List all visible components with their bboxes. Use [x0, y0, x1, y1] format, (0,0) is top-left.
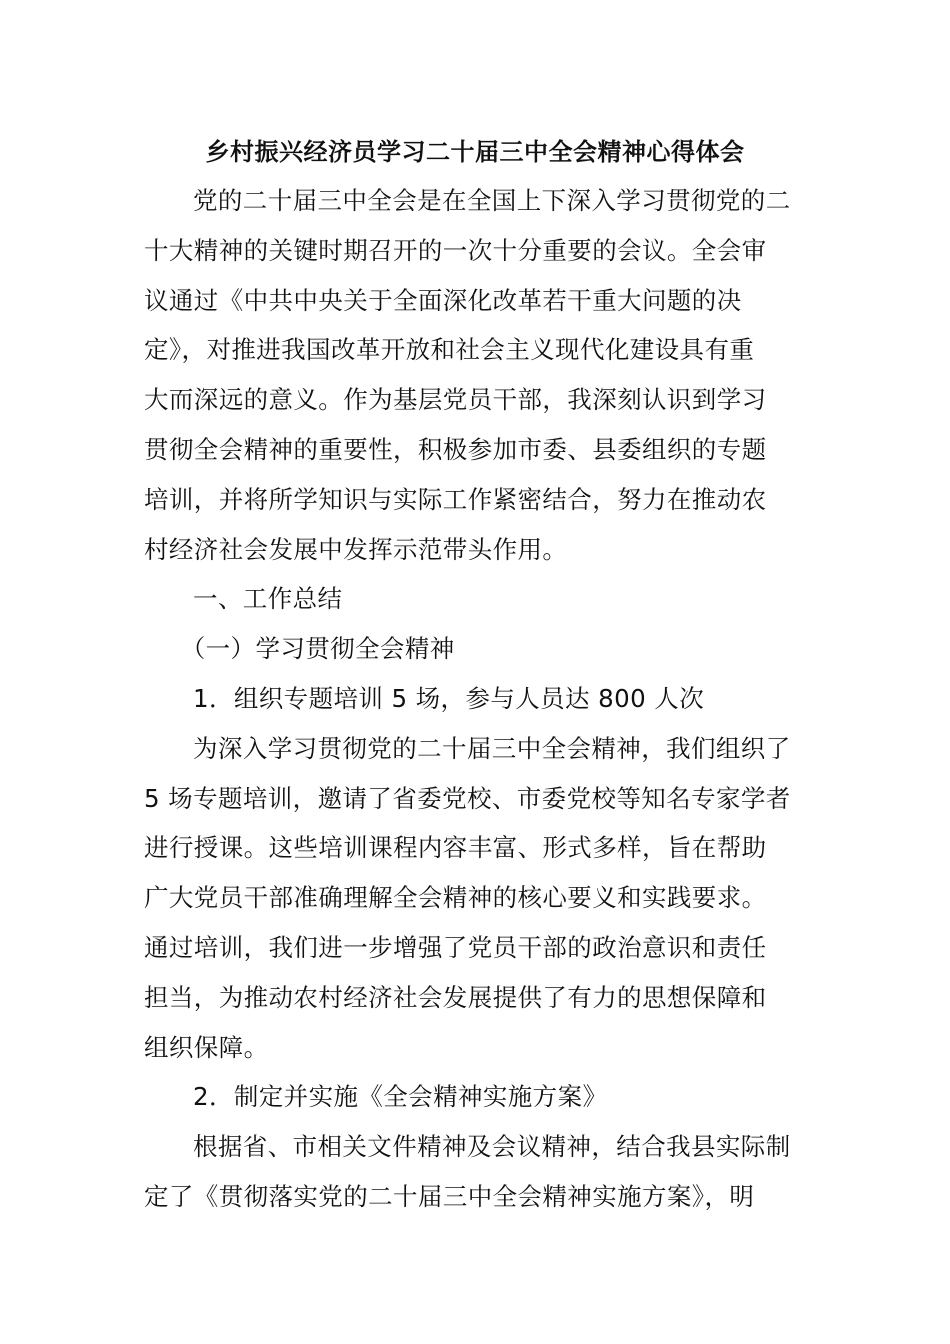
text-line: 大而深远的意义。作为基层党员干部，我深刻认识到学习 — [144, 385, 767, 415]
intro-paragraph — [144, 176, 804, 574]
text-line: 广大党员干部准确理解全会精神的核心要义和实践要求。 — [144, 883, 767, 913]
item-paragraph — [144, 724, 804, 1073]
text-line: 定了《贯彻落实党的二十届三中全会精神实施方案》，明 — [144, 1181, 755, 1211]
subsection-heading: （一）学习贯彻全会精神 — [180, 634, 455, 664]
text-line: 贯彻全会精神的重要性，积极参加市委、县委组织的专题 — [144, 434, 767, 464]
text-line: 为深入学习贯彻党的二十届三中全会精神，我们组织了 — [193, 733, 791, 763]
text-line: 培训，并将所学知识与实际工作紧密结合，努力在推动农 — [144, 484, 767, 514]
item-paragraph — [144, 1122, 804, 1222]
text-line: 5 场专题培训，邀请了省委党校、市委党校等知名专家学者 — [144, 783, 791, 813]
text-line: 议通过《中共中央关于全面深化改革若干重大问题的决 — [144, 285, 742, 315]
text-line: 组织保障。 — [144, 1032, 269, 1062]
section-heading: 一、工作总结 — [193, 584, 343, 614]
document-body — [144, 176, 804, 1222]
text-line: 通过培训，我们进一步增强了党员干部的政治意识和责任 — [144, 932, 767, 962]
text-line: 村经济社会发展中发挥示范带头作用。 — [144, 534, 568, 564]
text-line: 进行授课。这些培训课程内容丰富、形式多样，旨在帮助 — [144, 833, 767, 863]
item-heading: 1．组织专题培训 5 场，参与人员达 800 人次 — [193, 683, 705, 713]
text-line: 十大精神的关键时期召开的一次十分重要的会议。全会审 — [144, 235, 767, 265]
document-title: 乡村振兴经济员学习二十届三中全会精神心得体会 — [205, 138, 745, 166]
text-line: 根据省、市相关文件精神及会议精神，结合我县实际制 — [193, 1132, 791, 1162]
text-line: 定》，对推进我国改革开放和社会主义现代化建设具有重 — [144, 335, 755, 365]
text-line: 担当，为推动农村经济社会发展提供了有力的思想保障和 — [144, 982, 767, 1012]
text-line: 党的二十届三中全会是在全国上下深入学习贯彻党的二 — [193, 186, 791, 215]
item-heading: 2．制定并实施《全会精神实施方案》 — [193, 1082, 608, 1112]
